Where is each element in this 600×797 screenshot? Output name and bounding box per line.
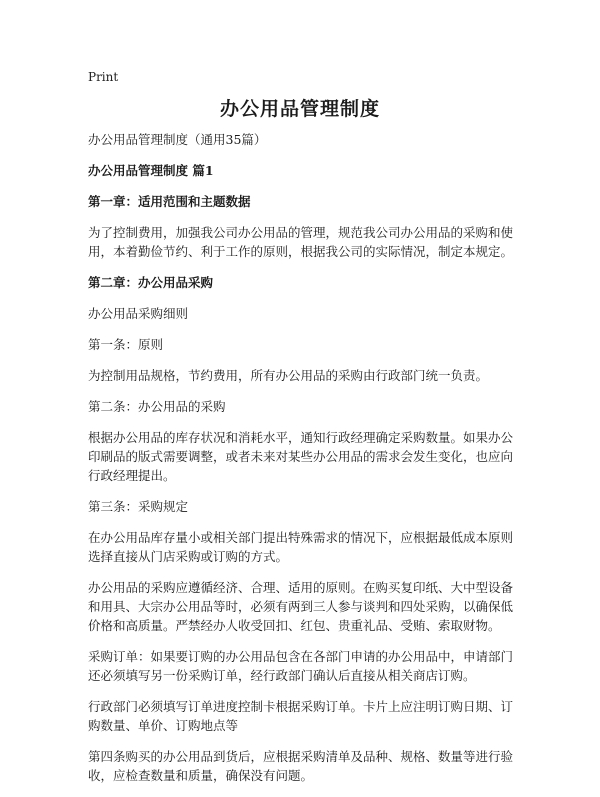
paragraph: 行政部门必须填写订单进度控制卡根据采购订单。卡片上应注明订购日期、订购数量、单价、订购地点等 (88, 699, 514, 733)
paragraph: 办公用品的采购应遵循经济、合理、适用的原则。在购买复印纸、大中型设备和用具、大宗办公用品等时，必须有两到三人参与谈判和四处采购，以确保低价格和高质量。严禁经办人收受回扣、红包、贵重礼品、受贿、索取财物。 (88, 580, 514, 633)
paragraph: 采购订单：如果要订购的办公用品包含在各部门申请的办公用品中，申请部门还必须填写另一份采购订单，经行政部门确认后直接从相关商店订购。 (88, 649, 514, 683)
paragraph: 根据办公用品的库存状况和消耗水平，通知行政经理确定采购数量。如果办公印刷品的版式需要调整，或者未来对某些办公用品的需求会发生变化，也应向行政经理提出。 (88, 430, 514, 483)
paragraph: 第四条购买的办公用品到货后，应根据采购清单及品种、规格、数量等进行验收，应检查数量和质量，确保没有问题。 (88, 749, 514, 783)
chapter-heading: 第二章：办公用品采购 (88, 275, 214, 290)
chapter-heading: 第一章：适用范围和主题数据 (88, 194, 251, 209)
paragraph: 在办公用品库存量小或相关部门提出特殊需求的情况下，应根据最低成本原则选择直接从门店采购或订购的方式。 (88, 530, 514, 564)
article-heading: 第一条：原则 (88, 337, 164, 352)
print-link[interactable]: Print (88, 70, 119, 84)
article-heading: 第二条：办公用品的采购 (88, 399, 226, 414)
subtitle: 办公用品管理制度（通用35篇） (88, 132, 267, 147)
paragraph: 为控制用品规格，节约费用，所有办公用品的采购由行政部门统一负责。 (88, 368, 489, 383)
page-title: 办公用品管理制度 (219, 98, 380, 120)
paragraph: 为了控制费用，加强我公司办公用品的管理，规范我公司办公用品的采购和使用，本着勤俭节约、利于工作的原则，根据我公司的实际情况，制定本规定。 (88, 225, 514, 259)
section-heading: 办公用品管理制度 篇1 (88, 163, 214, 178)
article-heading: 第三条：采购规定 (88, 499, 189, 514)
paragraph: 办公用品采购细则 (88, 306, 189, 321)
document-body (88, 130, 516, 797)
